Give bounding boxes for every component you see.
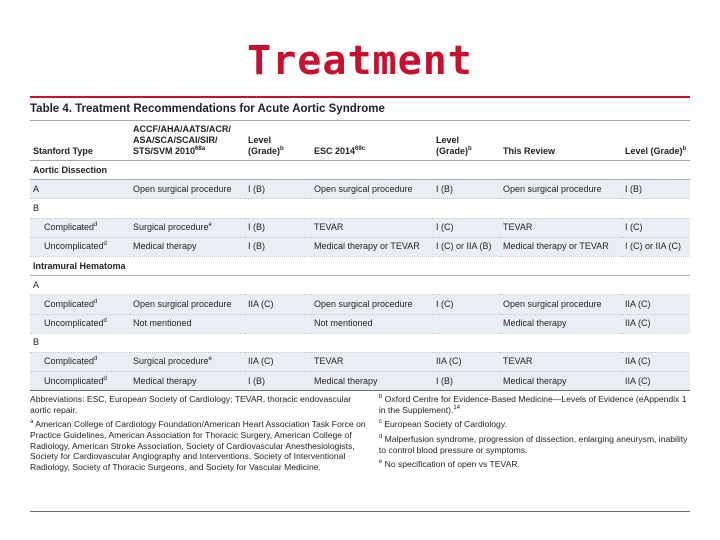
table-row: Complicated$^d$ Open surgical procedure IIA (C) Open surgical procedure I (C) Open surgical procedure IIA (C) (30, 295, 690, 314)
header-this-review: This Review (500, 121, 622, 161)
header-level-3: Level (Grade)$^b$ (622, 121, 690, 161)
footnote-abbreviations: Abbreviations: ESC, European Society of Cardiology; TEVAR, thoracic endovascular aortic repair. (30, 394, 352, 415)
footnote-d: $^d$ Malperfusion syndrome, progression of dissection, enlarging aneurysm, inability to control blood pressure or symptoms. (378, 434, 688, 455)
header-level-2: Level (Grade)$^b$ (433, 121, 500, 161)
header-accf: ACCF/AHA/AATS/ACR/ ASA/SCA/SCAI/SIR/ STS/SVM $2010^{68a}$ (130, 121, 245, 161)
table-row: B (30, 199, 690, 218)
header-stanford-type: Stanford Type (30, 121, 130, 161)
footnote-c: $^c$ European Society of Cardiology. (378, 419, 507, 430)
table-row: A Open surgical procedure I (B) Open surgical procedure I (B) Open surgical procedure I (B) (30, 180, 690, 199)
table-row: Uncomplicated$^d$ Not mentioned Not mentioned Medical therapy IIA (C) (30, 314, 690, 333)
table-bottom-rule (30, 511, 690, 512)
table-row: B (30, 333, 690, 352)
slide-title: Treatment (247, 38, 473, 84)
table-caption: Table 4. Treatment Recommendations for Acute Aortic Syndrome (30, 98, 690, 121)
footnote-e: $^e$ No specification of open vs TEVAR. (378, 459, 520, 470)
treatment-table-figure (30, 96, 690, 512)
table-row: A (30, 276, 690, 295)
footnotes-right-column (373, 394, 690, 476)
table-row: Uncomplicated$^d$ Medical therapy I (B) Medical therapy or TEVAR I (C) or IIA (B) Medical therapy or TEVAR I (C) or IIA (C) (30, 237, 690, 256)
footnote-a: $^a$ American College of Cardiology Foundation/American Heart Association Task Force on Practice Guidelines, American Association for Thoracic Surgery, American College of Radiology, American Stroke Association, Society of Cardiovascular Anesthesiologists, Society for Cardiovascular Angiography and Interventions, Society of Interventional Radiology, Society of Thoracic Surgeons, and Society for Vascular Medicine. (30, 419, 366, 472)
footnote-b: $^b$ Oxford Centre for Evidence-Based Medicine—Levels of Evidence (eAppendix 1 in the Supplement).$^{14}$ (378, 394, 687, 415)
table-row: Complicated$^d$ Surgical procedure$^e$ I (B) TEVAR I (C) TEVAR I (C) (30, 218, 690, 237)
table-header-row (30, 121, 690, 161)
section-row-aortic-dissection: Aortic Dissection (30, 161, 690, 180)
header-esc: ESC $2014^{69c}$ (311, 121, 433, 161)
treatment-recommendations-table (30, 121, 690, 391)
table-row: Uncomplicated$^d$ Medical therapy I (B) Medical therapy I (B) Medical therapy IIA (C) (30, 372, 690, 391)
header-level-1: Level (Grade)$^b$ (245, 121, 311, 161)
table-footnotes (30, 394, 690, 476)
table-row: Complicated$^d$ Surgical procedure$^e$ IIA (C) TEVAR IIA (C) TEVAR IIA (C) (30, 352, 690, 371)
section-row-intramural-hematoma: Intramural Hematoma (30, 256, 690, 275)
footnotes-left-column (30, 394, 373, 476)
